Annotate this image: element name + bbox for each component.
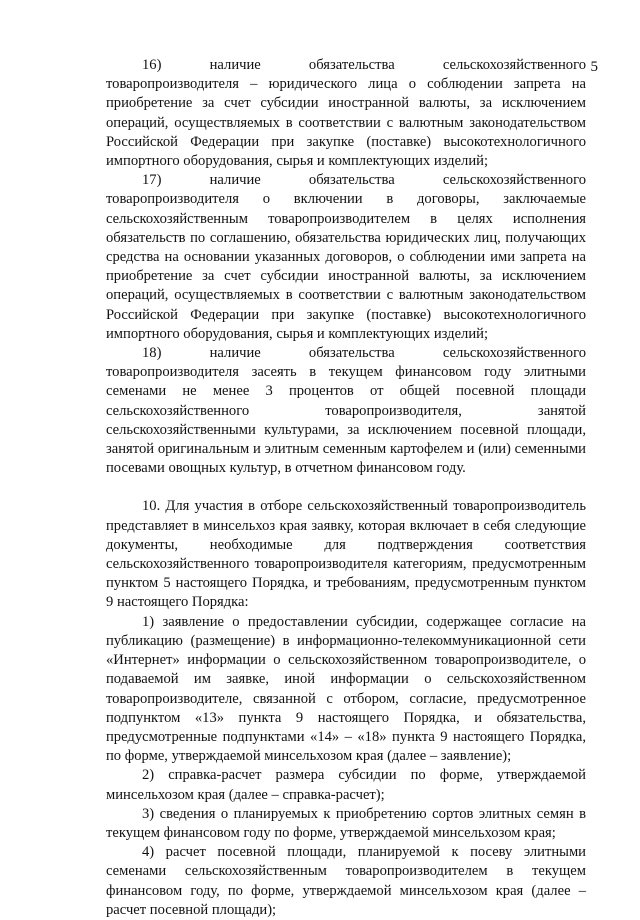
paragraph-item-18: 18) наличие обязательства сельскохозяйственного товаропроизводителя засеять в текущем финансовом году элитными семенами не менее 3 процентов от общей посевной площади сельскохозяйственного товаропроизводителя, занятой сельскохозяйственными культурами, за исключением посевной площади, занятой оригинальным и элитным семенным картофелем и (или) семенными посевами овощных культур, в отчетном финансовом году. (106, 345, 586, 477)
paragraph-subitem-3: 3) сведения о планируемых к приобретению сортов элитных семян в текущем финансовом году по форме, утверждаемой минсельхозом края; (106, 805, 586, 841)
paragraph-subitem-2: 2) справка-расчет размера субсидии по форме, утверждаемой минсельхозом края (далее – справка-расчет); (106, 767, 586, 803)
paragraph-subitem-1: 1) заявление о предоставлении субсидии, содержащее согласие на публикацию (размещение) в информационно-телекоммуникационной сети «Интернет» информации о сельскохозяйственном товаропроизводителе, о подаваемой им заявке, иной информации о сельскохозяйственном товаропроизводителе, связанной с отбором, согласие, предусмотренное подпунктом «13» пункта 9 настоящего Порядка, и обязательства, предусмотренные подпунктами «14» – «18» пункта 9 настоящего Порядка, по форме, утверждаемой минсельхозом края (далее – заявление); (106, 613, 586, 765)
paragraph-clause-10: 10. Для участия в отборе сельскохозяйственный товаропроизводитель представляет в минсельхоз края заявку, которая включает в себя следующие документы, необходимые для подтверждения соответствия сельскохозяйственного товаропроизводителя категориям, предусмотренным пунктом 5 настоящего Порядка, и требованиям, предусмотренным пунктом 9 настоящего Порядка: (106, 498, 586, 611)
page-number: 5 (590, 59, 598, 75)
paragraph-item-17: 17) наличие обязательства сельскохозяйственного товаропроизводителя о включении в договоры, заключаемые сельскохозяйственным товаропроизводителем в целях исполнения обязательств по соглашению, обязательства юридических лиц, получающих средства на основании указанных договоров, о соблюдении ими запрета на приобретение за счет субсидии иностранной валюты, за исключением операций, осуществляемых в соответствии с валютным законодательством Российской Федерации при закупке (поставке) высокотехнологичного импортного оборудования, сырья и комплектующих изделий; (106, 172, 586, 342)
document-body (106, 56, 586, 920)
paragraph-item-16: 16) наличие обязательства сельскохозяйственного товаропроизводителя – юридического лица о соблюдении запрета на приобретение за счет субсидии иностранной валюты, за исключением операций, осуществляемых в соответствии с валютным законодательством Российской Федерации при закупке (поставке) высокотехнологичного импортного оборудования, сырья и комплектующих изделий; (106, 57, 586, 170)
paragraph-subitem-4: 4) расчет посевной площади, планируемой к посеву элитными семенами сельскохозяйственным товаропроизводителем в текущем финансовом году, по форме, утверждаемой минсельхозом края (далее – расчет посевной площади); (106, 844, 586, 918)
